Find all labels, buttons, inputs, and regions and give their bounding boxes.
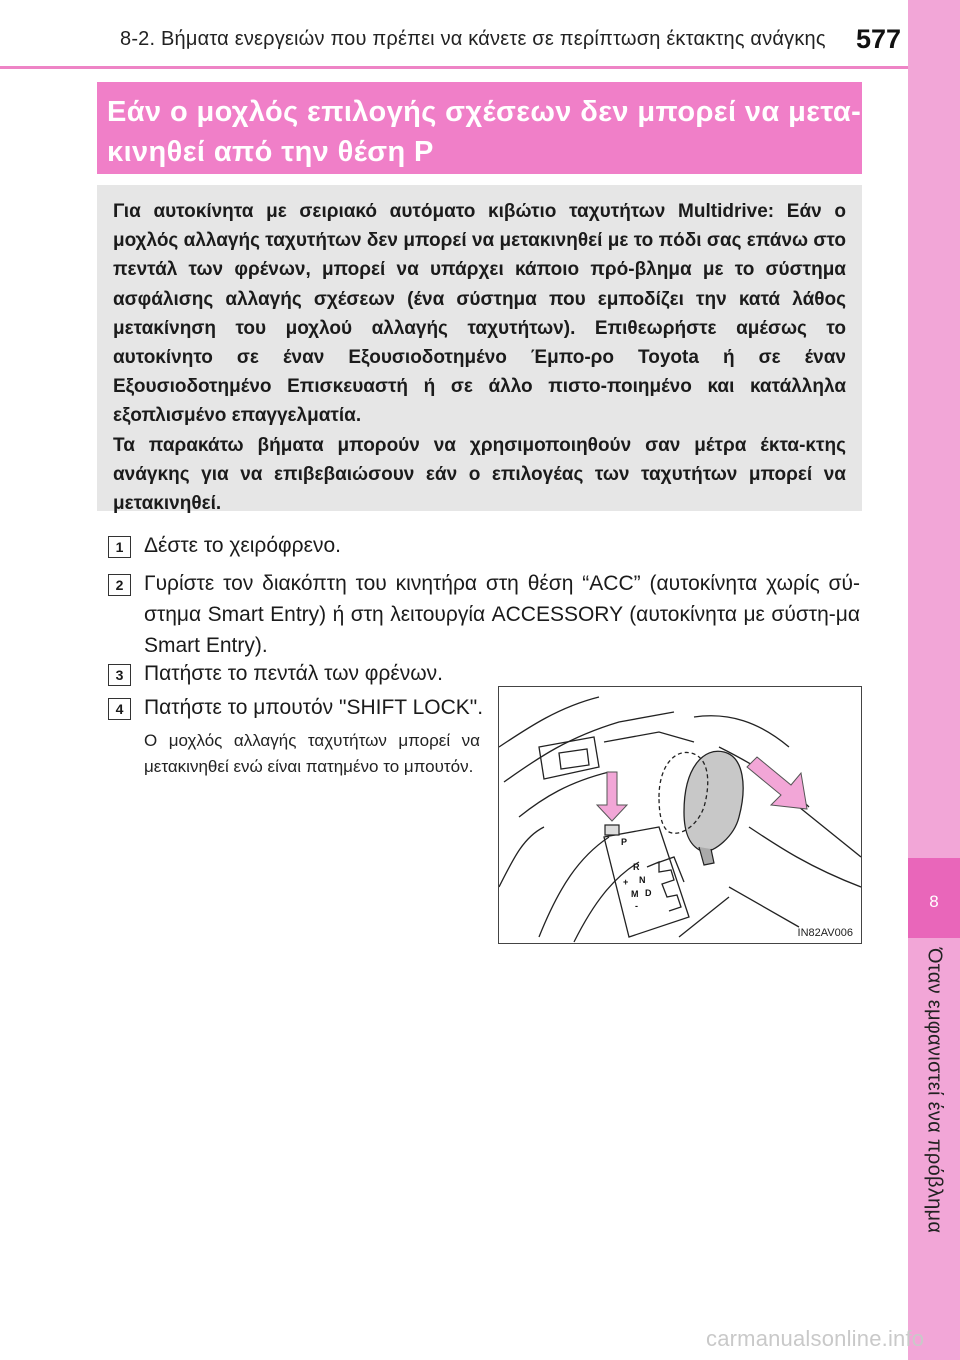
gate-label-p: P [621,837,628,847]
step-number-1: 1 [108,536,131,558]
console-drawing [499,687,861,943]
step-number-2: 2 [108,574,131,596]
note-box [97,185,862,515]
note-paragraph: Τα παρακάτω βήματα μπορούν να χρησιμοποιηθούν σαν μέτρα έκτα-κτης ανάγκης για να επιβεβαιώσουν εάν ο επιλογέας των ταχυτήτων μπορεί να μετακινηθεί. [113,434,846,515]
chapter-number: 8 [929,892,939,911]
step-text-2: Γυρίστε τον διακόπτη του κινητήρα στη θέση “ACC” (αυτοκίνητα χωρίς σύ-στημα Smart Entry) ή στη λειτουργία ACCESSORY (αυτοκίνητα με σύστη-μα Smart Entry). [144,572,860,657]
header-rule [0,66,908,69]
chapter-label [908,948,960,1278]
section-title: Εάν ο μοχλός επιλογής σχέσεων δεν μπορεί να μετα-κινηθεί από την θέση P [97,82,862,174]
gate-label-n: N [639,875,646,885]
move-arrow-icon [747,757,807,809]
watermark: carmanualsonline.info [706,1326,925,1351]
gate-label-d: D [645,888,652,898]
chapter-label-text: Όταν εμφανιστεί ένα πρόβλημα [923,948,946,1234]
step-text-4: Πατήστε το μπουτόν "SHIFT LOCK". [144,696,484,719]
step-text-3: Πατήστε το πεντάλ των φρένων. [144,662,443,685]
shift-lock-illustration [498,686,862,944]
gate-label-plus: + [623,877,629,887]
figure-code: IN82AV006 [797,927,853,939]
page-number: 577 [856,24,902,54]
gate-label-r: R [633,862,640,872]
step-number-3: 3 [108,664,131,686]
gate-label-m: M [631,889,639,899]
push-arrow-icon [597,772,627,821]
note-paragraph: Για αυτοκίνητα με σειριακό αυτόματο κιβώτιο ταχυτήτων Multidrive: Εάν ο μοχλός αλλαγής ταχυτήτων δεν μπορεί να μετακινηθεί με το πόδι σας επάνω στο πεντάλ των φρένων, μπορεί να υπάρχει κάποιο πρό-βλημα με το σύστημα ασφάλισης αλλαγής σχέσεων (ένα σύστημα που εμποδίζει την κατά λάθος μετακίνηση του μοχλού αλλαγής ταχυτήτων). Επιθεωρήστε αμέσως το αυτοκίνητο σε έναν Εξουσιοδοτημένο Έμπο-ρο Toyota ή σε έναν Εξουσιοδοτημένο Επισκευαστή ή σε άλλο πιστο-ποιημένο και κατάλληλα εξοπλισμένο επαγγελματία. [113,201,846,427]
step-4-note: Ο μοχλός αλλαγής ταχυτήτων μπορεί να μετακινηθεί ενώ είναι πατημένο το μπουτόν. [144,731,480,776]
gate-label-minus: - [635,901,638,911]
running-header: 8-2. Βήματα ενεργειών που πρέπει να κάνετε σε περίπτωση έκτακτης ανάγκης [120,28,826,50]
step-number-4: 4 [108,698,131,720]
shift-knob [684,751,743,852]
step-text-1: Δέστε το χειρόφρενο. [144,534,341,557]
shift-lock-button [605,825,619,835]
